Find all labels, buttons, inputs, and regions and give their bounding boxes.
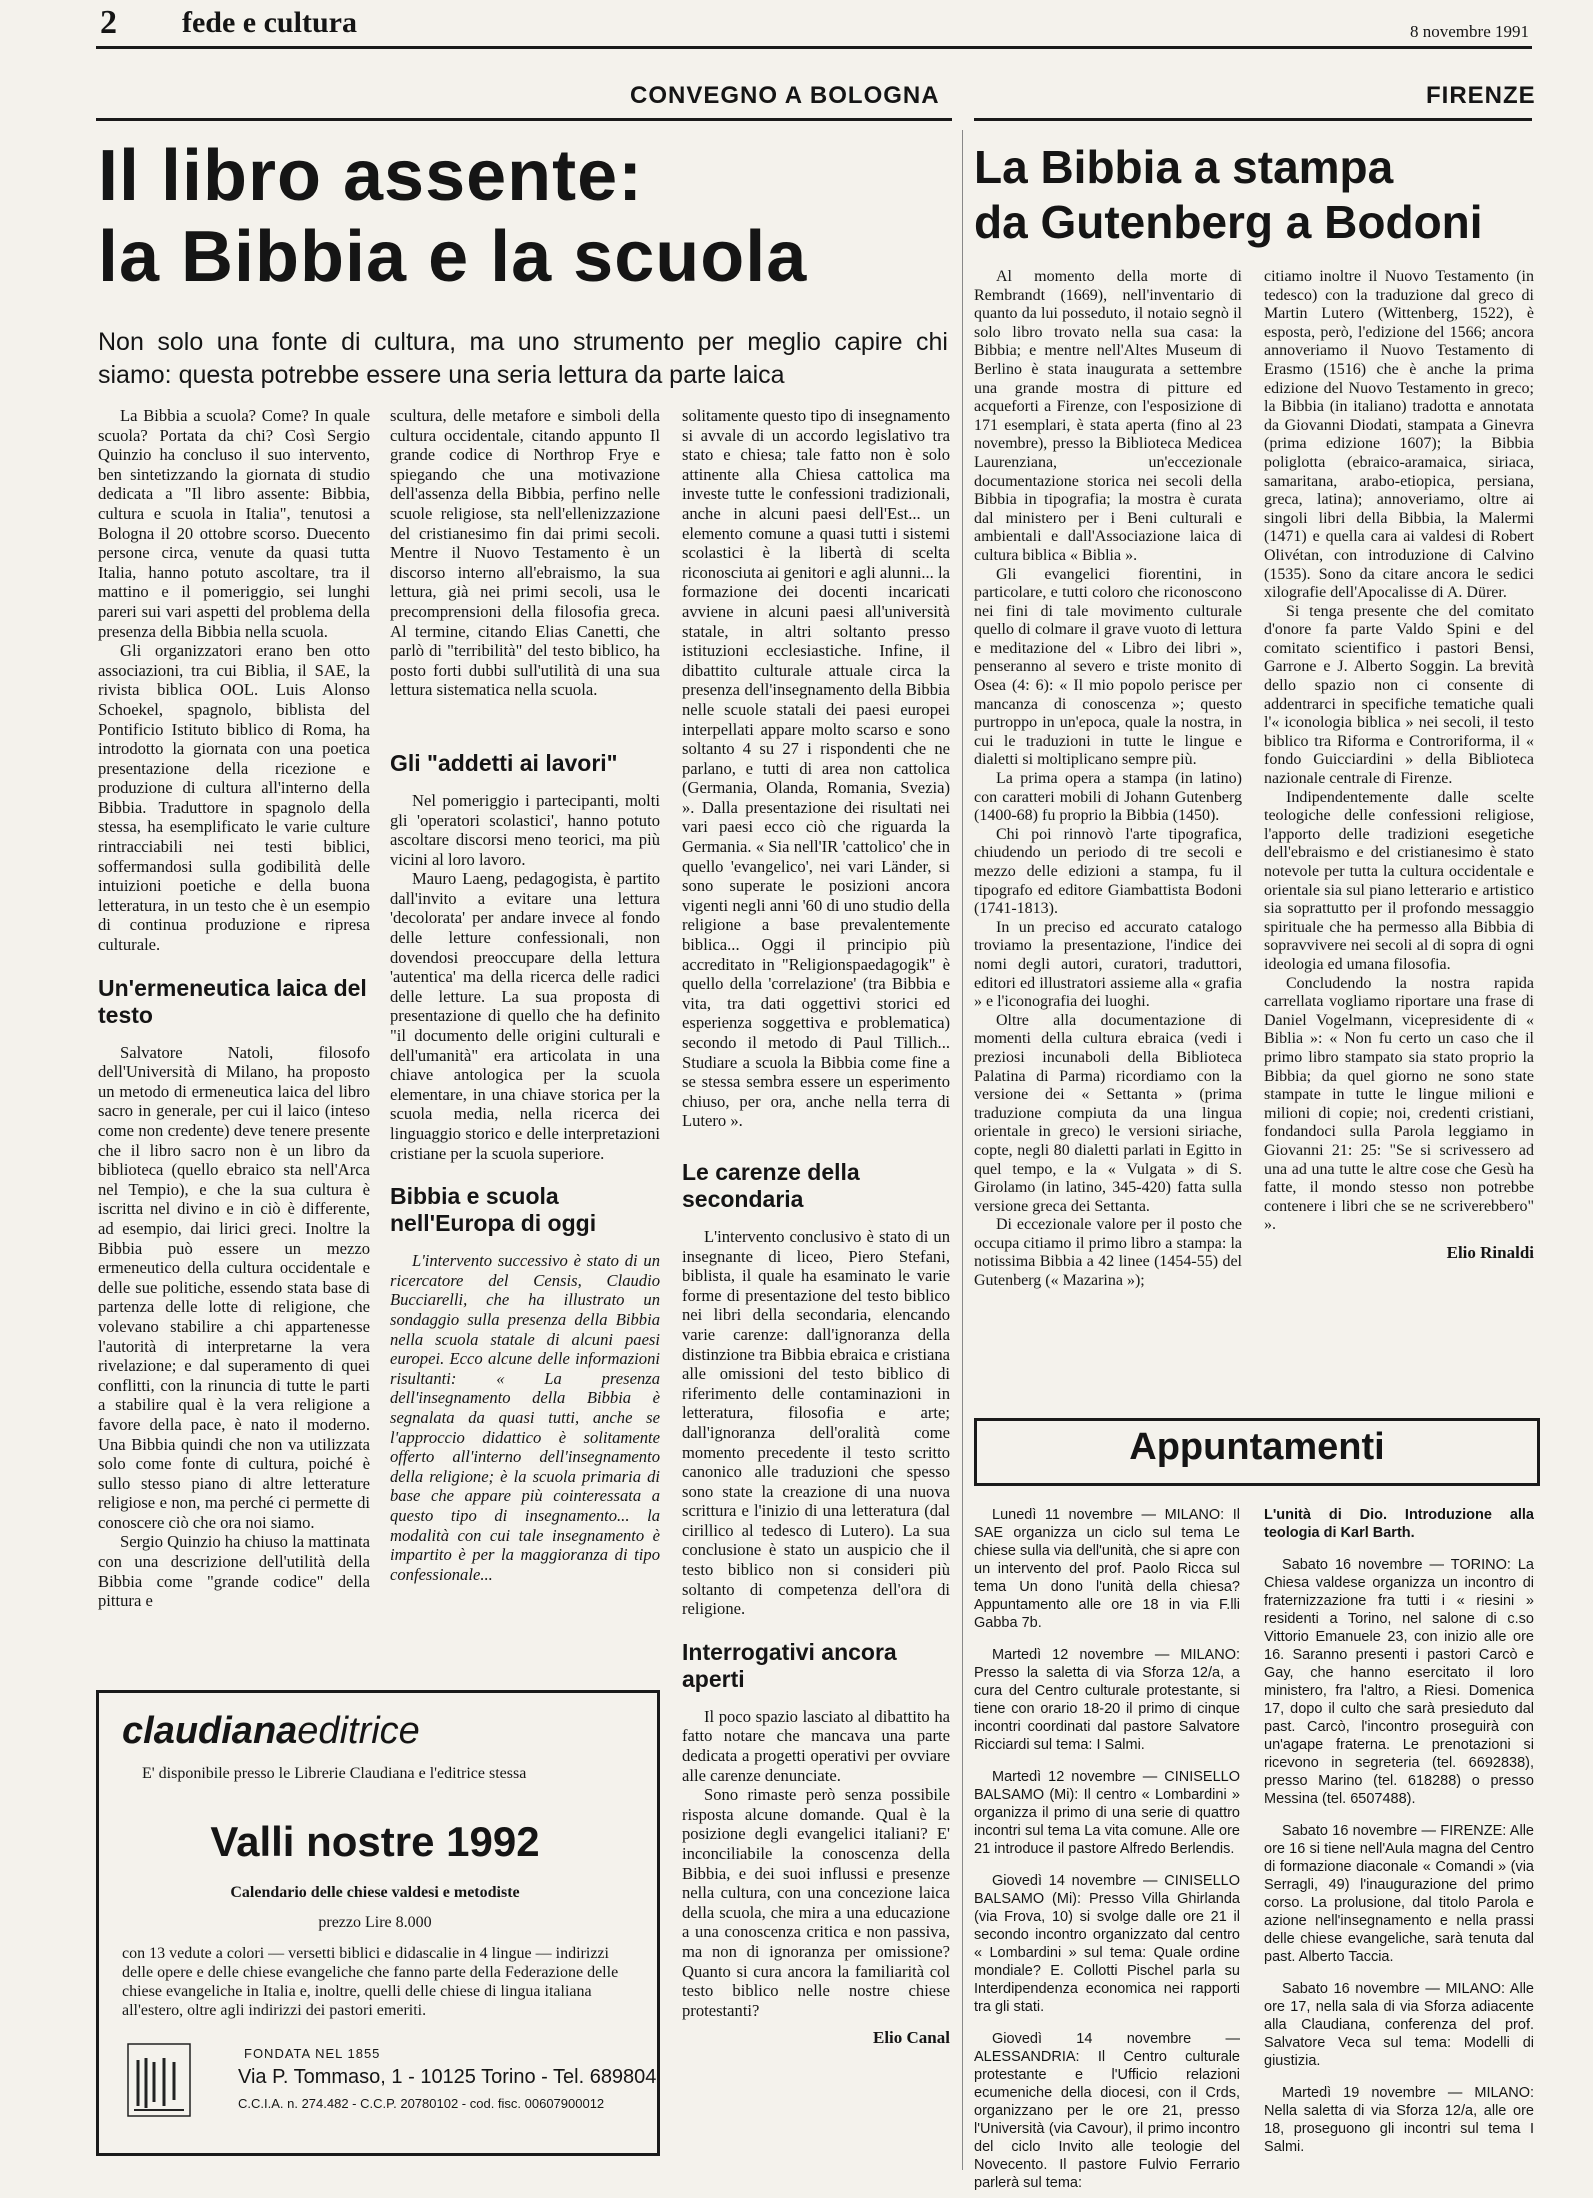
ad-intro: E' disponibile presso le Librerie Claudiana e l'editrice stessa [142,1765,527,1782]
section-title: fede e cultura [182,6,357,39]
paragraph: Si tenga presente che del comitato d'onore fa parte Valdo Spini e del comitato scientifico i pastori Bensi, Garrone e J. Alberto Soggin. La brevità dello spazio non ci consente di addentrarci in specifiche tematiche quali l'« iconologia biblica » nei secoli, il testo biblico tra Riforma e Controriforma, il « fondo Guicciardini » della Biblioteca nazionale centrale di Firenze. [1264,602,1534,788]
appuntamenti-col1 [974,1506,1240,2191]
left-article-col1 [98,406,370,1622]
page-number: 2 [100,4,117,41]
left-headline-line2: la Bibbia e la scuola [98,216,808,297]
paragraph: Di eccezionale valore per il posto che occupa citiamo il primo libro a stampa: la notissima Bibbia a 42 linee (1454-55) del Gutenberg (« Mazarina »); [974,1216,1242,1290]
event-item: Martedì 19 novembre — MILANO: Nella saletta di via Sforza 12/a, alle ore 18, proseguono gli incontri sul tema I Salmi. [1264,2085,1534,2155]
paragraph: In un preciso ed accurato catalogo troviamo la presentazione, l'indice dei nomi degli autori, curatori, traduttori, editori ed illustratori assieme alla « grafia » e l'iconografia dei luoghi. [974,918,1242,1011]
ad-brand [122,1710,420,1753]
right-article-col2 [1264,268,1534,1400]
paragraph: scultura, delle metafore e simboli della cultura occidentale, citando appunto Il grande codice di Northrop Frye e spiegando che una motivazione dell'assenza della Bibbia, perfino nelle scuole religiose, sta nell'ellenizzazione del cristianesimo fin dai primi secoli. Mentre il Nuovo Testamento è un discorso interno all'ebraismo, la sua lettura, già nei primi secoli, usa le precomprensioni della filosofia greca. Al termine, citando Elias Canetti, che parlò di "terribilità" del testo biblico, ha posto forti dubbi sull'utilità di una sua lettura sistematica nella scuola. [390,406,660,700]
event-item: Lunedì 11 novembre — MILANO: Il SAE organizza un ciclo sul tema Le chiese sulla via dell'unità, che si apre con un intervento del prof. Paolo Ricca sul tema Un dono l'unità della chiesa? Appuntamento alle ore 18 in via F.lli Gabba 7b. [974,1507,1240,1631]
event-item: L'unità di Dio. Introduzione alla teologia di Karl Barth. [1264,1507,1534,1541]
paragraph: Al momento della morte di Rembrandt (1669), nell'inventario di quanto da lui posseduto, il notaio segnò il solo libro trovato nella sua casa: la Bibbia; e mentre nell'Altes Museum di Berlino è stata inaugurata a settembre una grande mostra di pitture ed acqueforti a Firenze, con l'esposizione di 171 esemplari, è stata aperta (fino al 23 novembre), presso la Biblioteca Medicea Laurenziana, un'eccezionale documentazione storica nei secoli della Bibbia in tipografia; la mostra è curata dal ministero per i Beni culturali e ambientali e dall'Associazione laica di cultura biblica « Biblia ». [974,268,1242,564]
left-headline [98,136,968,297]
event-item: Giovedì 14 novembre — CINISELLO BALSAMO (Mi): Presso Villa Ghirlanda (via Frova, 10) si svolge dalle ore 21 il secondo incontro organizzato dal centro « Lombardini » sul tema: Quale ordine mondiale? E. Collotti Pischel parla su Interdipendenza economica nei rapporti tra gli stati. [974,1873,1240,2015]
claudiana-logo-icon [124,2040,194,2120]
ad-brand-bold: claudiana [122,1710,298,1752]
paragraph: Oltre alla documentazione di momenti della cultura ebraica (vedi i preziosi incunaboli della Biblioteca Palatina di Parma) ricordiamo con la versione dei « Settanta » (prima traduzione compiuta da una lingua orientale in greco) le versioni siriache, copte, negli 80 dialetti parlati in Egitto in quel tempo, e la « Vulgata » di S. Girolamo (in latino, 345-420) fatta sulla versione greca dei Settanta. [974,1011,1242,1215]
right-headline [974,140,1554,250]
right-headline-line2: da Gutenberg a Bodoni [974,196,1483,249]
ad-founded: FONDATA NEL 1855 [244,2046,381,2061]
subheading: Interrogativi ancora aperti [682,1638,897,1692]
issue-date: 8 novembre 1991 [1410,22,1529,41]
event-item: Sabato 16 novembre — MILANO: Alle ore 17, nella sala di via Sforza adiacente alla Claudiana, conferenza del prof. Salvatore Veca sul tema: Modelli di giustizia. [1264,1981,1534,2069]
ad-description: con 13 vedute a colori — versetti biblici e didascalie in 4 lingue — indirizzi delle opere e delle chiese evangeliche che fanno parte della Federazione delle chiese evangeliche in Italia e, inoltre, quelli delle chiese di lingua italiana all'estero, oltre agli indirizzi dei pastori emeriti. [122,1945,619,2019]
column-divider [962,130,963,2170]
header-rule [96,46,1532,49]
paragraph: Gli evangelici fiorentini, in particolare, e tutti coloro che riconoscono nei fini di tale movimento culturale quello di colmare il grave vuoto di lettura e meditazione del « Libro dei libri », penseranno al severo e triste monito di Osea (4: 6): « Il mio popolo perisce per mancanza di conoscenza »; questo purtroppo in un'epoca, quale la nostra, in cui le traduzioni in tutte le lingue e dialetti si moltiplicano sempre più. [974,565,1242,769]
paragraph: Mauro Laeng, pedagogista, è partito dall'invito a evitare una lettura 'decolorata' per andare invece al fondo delle letture confessionali, non dovendosi preoccupare della lettura 'autentica' ma della ricerca delle radici delle letture. La sua proposta di presentazione di quello che ha definito "il documento delle origini culturali e dell'umanità" era articolata in una chiave antologica per la scuola elementare, in una chiave storica per la scuola media, nella ricerca dei linguaggio storico e delle interpretazioni cristiane per la scuola superiore. [390,869,660,1163]
paragraph: L'intervento successivo è stato di un ricercatore del Censis, Claudio Bucciarelli, che ha illustrato un sondaggio sulla presenza della Bibbia nella scuola statale di alcuni paesi europei. Ecco alcune delle informazioni risultanti: « La presenza dell'insegnamento della Bibbia è segnalata da quasi tutti, anche se l'approccio didattico è solitamente offerto all'interno dell'insegnamento della religione; è la scuola primaria di base che appare più cointeressata a questo tipo di insegnamento... la modalità con cui tale insegnamento è impartito è per la maggioranza di tipo confessionale... [390,1251,660,1584]
ad-price: prezzo Lire 8.000 [318,1914,432,1931]
event-item: Giovedì 14 novembre — ALESSANDRIA: Il Centro culturale protestante e l'Ufficio relazioni ecumeniche della diocesi, con il Crds, organizzano per le ore 21, presso l'Università (via Cavour), il primo incontro del ciclo Invito alle teologie del Novecento. Il pastore Fulvio Ferrario parlerà sul tema: [974,2031,1240,2191]
paragraph: Sergio Quinzio ha chiuso la mattinata con una descrizione dell'utilità della Bibbia come "grande codice" della pittura e [98,1532,370,1611]
kicker-rule-left [96,118,952,121]
ad-brand-light: editrice [297,1710,420,1752]
event-item: Martedì 12 novembre — CINISELLO BALSAMO (Mi): Il centro « Lombardini » organizza il primo di una serie di quattro incontri sul tema La vita comune. Alle ore 21 introduce il pastore Alfredo Berlendis. [974,1769,1240,1857]
subheading: Le carenze della secondaria [682,1158,860,1212]
ad-registration: C.C.I.A. n. 274.482 - C.C.P. 20780102 - cod. fisc. 00607900012 [238,2096,605,2111]
left-article-col2 [390,406,660,1622]
paragraph: Concludendo la nostra rapida carrellata vogliamo riportare una frase di Daniel Vogelmann, vicepresidente di « Biblia »: « Non fu certo un caso che il primo libro stampato sia stato proprio la Bibbia; da quel giorno ne sono state stampate in tutte le lingue milioni e milioni di copie; noi, credenti cristiani, fondandoci sulla Parola leggiamo in Giovanni 21: 25: "Se si scrivessero ad una ad una tutte le altre cose che Gesù ha fatte, il mondo stesso non potrebbe contenere i libri che se ne scriverebbero" ». [1264,974,1534,1234]
event-item: Sabato 16 novembre — TORINO: La Chiesa valdese organizza un incontro di fraternizzazione fra tutti i « riesini » residenti a Torino, nel salone di c.so Vittorio Emanuele 23, con inizio alle ore 16. Saranno presenti i pastori Carcò e Gay, che hanno esercitato il loro ministero, fra l'altro, a Riesi. Domenica 17, dopo il culto che sarà presieduto dal past. Carcò, l'incontro proseguirà con un'agape fraterna. Le prenotazioni si ricevono in segreteria (tel. 6692838), presso Marino (tel. 618288) o presso Messina (tel. 6507488). [1264,1557,1534,1807]
kicker-rule-right [974,118,1532,121]
paragraph: Nel pomeriggio i partecipanti, molti gli 'operatori scolastici', hanno potuto ascoltare discorsi meno teorici, ma più vicini al loro lavoro. [390,790,660,869]
right-article-col1 [974,268,1242,1400]
event-item: Sabato 16 novembre — FIRENZE: Alle ore 16 si tiene nell'Aula magna del Centro di formazione diaconale « Comandi » (via Serragli, 49) l'inaugurazione del primo corso. La prolusione, dal titolo Parola e azione nell'insegnamento e nella prassi delle chiese evangeliche, sarà tenuta dal past. Alberto Taccia. [1264,1823,1534,1965]
left-headline-line1: Il libro assente: [98,136,644,216]
paragraph: solitamente questo tipo di insegnamento si avvale di un accordo legislativo tra stato e chiesa; tale fatto non è solo attinente alla Chiesa cattolica ma investe tutte le confessioni tradizionali, anche in alcuni paesi dell'Est... un elemento comune a quasi tutti i sistemi scolastici è la libertà di scelta riconosciuta ai genitori e agli alunni... la formazione dei docenti incaricati avviene in alcuni paesi all'università statale, in altri soltanto presso istituzioni ecclesiastiche. Infine, il dibattito culturale attuale circa la presenza dell'insegnamento della Bibbia nelle scuole statali dei paesi europei interpellati appare molto scarso e sono soltanto 4 su 27 i rispondenti che ne parlano, e tutti di area non cattolica (Germania, Olanda, Romania, Svezia) ». Dalla presentazione dei risultati nei vari paesi ecco ciò che riguarda la Germania. « Sia nell'IR 'cattolico' che in quello 'evangelico', nei vari Länder, si sono superate le posizioni ancora vigenti negli anni '60 di uno studio della religione a base prevalentemente biblica... Oggi il principio più accreditato in "Religionspaedagogik" è quello della 'correlazione' (tra Bibbia e vita, tra dati oggettivi storici ed esperienza soggettiva e problematica) secondo il metodo di Paul Tillich... Studiare a scuola la Bibbia come fine a se stessa sembra essere un esperimento chiuso, per ora, anche nella terra di Lutero ». [682,406,950,1131]
subheading: Gli "addetti ai lavori" [390,749,618,776]
paragraph: Salvatore Natoli, filosofo dell'Università di Milano, ha proposto un metodo di ermeneutica laica del libro sacro in generale, per cui il laico (inteso come non credente) deve tenere presente che il libro sacro non è un libro da biblioteca (quello ebraico sta nell'Arca nel Tempio), e che la sua cultura è iscritta nel divino e in ciò è differente, ad esempio, dai lirici greci. Inoltre la Bibbia può essere un mezzo ermeneutico della cultura occidentale e delle sue politiche, essendo stata base di partenza delle lotte di religione, che volevano stabilire a chi appartenesse l'autorità di interpretarne la vera rivelazione; e dal superamento di quei conflitti, con la rinuncia di tutte le parti a stabilire qual è la vera religione a favore della pace, è nato il moderno. Una Bibbia quindi che non va utilizzata solo come fonte di cultura, poiché è sullo stesso piano di altre letterature religiose e non, ma perché ci permette di conoscere ciò che ora noi siamo. [98,1042,370,1532]
signature: Elio Rinaldi [1446,1242,1534,1262]
paragraph: citiamo inoltre il Nuovo Testamento (in tedesco) con la traduzione dal greco di Martin Lutero (Wittenberg, 1522), è esposta, però, l'edizione del 1566; ancora annoveriamo il Nuovo Testamento di Erasmo (1516) che è anche la prima edizione del Nuovo Testamento in greco; la Bibbia (in italiano) tradotta e annotata da Giovanni Diodati, stampata a Ginevra (prima edizione 1607); la Bibbia poliglotta (ebraico-aramaica, siriaca, samaritana, arabo-etiopica, persiana, greca, latina); annoveriamo, oltre ai singoli libri della Bibbia, la Malermi (1471) e quella cara ai valdesi di Robert Olivétan, con introduzione di Calvino (1535). Sono da citare ancora le sedici xilografie dell'Apocalisse di A. Dürer. [1264,268,1534,602]
appuntamenti-title: Appuntamenti [1129,1426,1385,1468]
paragraph: Indipendentemente dalle scelte teologiche delle confessioni religiose, l'apporto delle tradizioni esegetiche dell'ebraismo e del cristianesimo è stato notevole per tutta la cultura occidentale e orientale sia sul piano letterario e artistico sia soprattutto per il profondo messaggio spirituale che ha permesso alla Bibbia di sopravvivere nei secoli al di sopra di ogni ideologia ed umana filosofia. [1264,788,1534,973]
paragraph: La prima opera a stampa (in latino) con caratteri mobili di Johann Gutenberg (1400-68) fu proprio la Bibbia (1450). [974,770,1242,825]
subheading: Un'ermeneutica laica del testo [98,974,367,1028]
paragraph: L'intervento conclusivo è stato di un insegnante di liceo, Piero Stefani, biblista, il quale ha esaminato le varie forme di presentazione del testo biblico nei libri della secondaria, elencando varie carenze: dall'ignoranza della distinzione tra Bibbia ebraica e cristiana alle omissioni del testo biblico di riferimento delle contaminazioni in letteratura, filosofia e arte; dall'ignoranza dell'oralità come momento precedente il testo scritto canonico alle traduzioni che spesso sono state la creazione di una nuova scrittura e l'inizio di una letteratura (dal cirillico al tedesco di Lutero). La sua conclusione è stato un auspicio che il testo biblico non si consideri più soltanto di competenza dell'ora di religione. [682,1226,950,1619]
ad-product-subtitle: Calendario delle chiese valdesi e metodiste [230,1884,520,1901]
right-kicker: FIRENZE [1426,82,1536,109]
left-kicker: CONVEGNO A BOLOGNA [630,82,940,109]
signature: Elio Canal [873,2028,950,2048]
event-item: Martedì 12 novembre — MILANO: Presso la saletta di via Sforza 12/a, a cura del Centro culturale protestante, si tiene con orario 18-20 il primo di cinque incontri coordinati dal pastore Salvatore Ricciardi sul tema: I Salmi. [974,1647,1240,1753]
left-subtitle: Non solo una fonte di cultura, ma uno strumento per meglio capire chi siamo: questa potrebbe essere una seria lettura da parte laica [98,328,948,389]
right-headline-line1: La Bibbia a stampa [974,141,1394,193]
appuntamenti-col2 [1264,1506,1534,2176]
subheading: Bibbia e scuola nell'Europa di oggi [390,1183,597,1237]
paragraph: Gli organizzatori erano ben otto associazioni, tra cui Biblia, il SAE, la rivista biblica OOL. Luis Alonso Schoekel, spagnolo, biblista del Pontificio Istituto biblico di Roma, ha introdotto la giornata con una poetica presentazione della ricezione e produzione di cultura all'interno della Bibbia. Traduttore in spagnolo della stessa, ha esemplificato le varie culture rintracciabili nei testi biblici, soffermandosi sulla godibilità delle intuizioni poetiche e della buona letteratura, in un testo che è un esempio di continua produzione e ripresa culturale. [98,641,370,955]
paragraph: Chi poi rinnovò l'arte tipografica, chiudendo un periodo di tre secoli e mezzo delle edizioni a stampa, fu il tipografo ed editore Giambattista Bodoni (1741-1813). [974,825,1242,918]
paragraph: La Bibbia a scuola? Come? In quale scuola? Portata da chi? Così Sergio Quinzio ha concluso il suo intervento, ben sintetizzando la giornata di studio dedicata a "Il libro assente: Bibbia, cultura e scuola in Italia", tenutosi a Bologna il 20 ottobre scorso. Duecento persone circa, venute da quasi tutta Italia, hanno potuto ascoltare, tra il mattino e il pomeriggio, sei lunghi pareri sui vari aspetti del problema della presenza della Bibbia nella scuola. [98,406,370,641]
left-article-col3 [682,406,950,2176]
paragraph: Sono rimaste però senza possibile risposta alcune domande. Qual è la posizione degli evangelici italiani? E' inconciliabile la conoscenza della Bibbia, e dei suoi influssi e presenze nella cultura, con una concezione laica della scuola, che mira a una educazione a una conoscenza critica e non passiva, ma non di ignoranza per omissione? Quanto si cura ancora la familiarità col testo biblico nelle nostre chiese protestanti? [682,1785,950,2020]
paragraph: Il poco spazio lasciato al dibattito ha fatto notare che mancava una parte dedicata a progetti operativi per ovviare alle carenze denunciate. [682,1706,950,1785]
ad-product-title: Valli nostre 1992 [210,1818,540,1865]
ad-address: Via P. Tommaso, 1 - 10125 Torino - Tel. 689804 [238,2066,657,2088]
